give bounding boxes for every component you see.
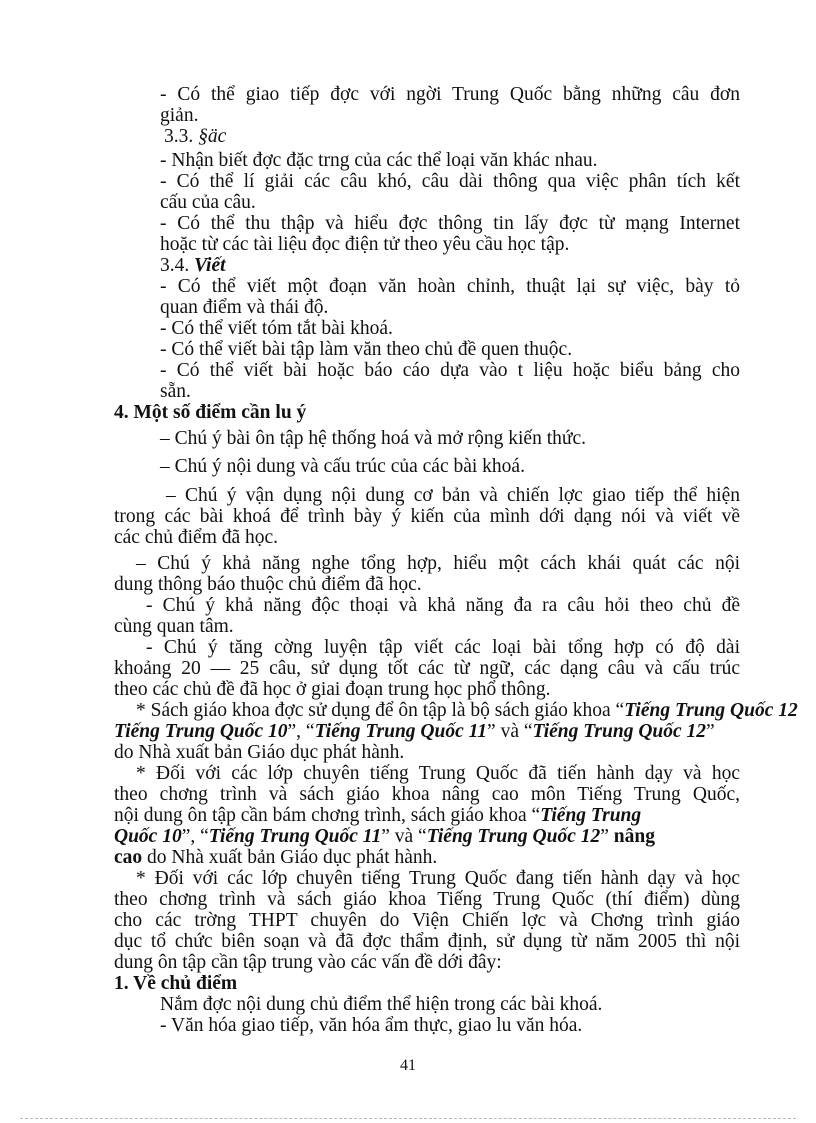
footer-divider [20, 1118, 796, 1119]
text-line: sẵn. [160, 381, 191, 402]
section-number: 3.4. [160, 255, 195, 276]
text-line: Tiếng Trung Quốc 10”, “Tiếng Trung Quốc 11” và “Tiếng Trung Quốc 12” [114, 721, 715, 742]
section-number: 3.3. [164, 126, 199, 147]
text-line: quan điểm và thái độ. [160, 297, 329, 318]
text-line: - Có thể viết một đoạn văn hoàn chỉnh, thuật lại sự việc, bày tỏ [160, 276, 740, 297]
text-line: - Văn hóa giao tiếp, văn hóa ẩm thực, giao lu văn hóa. [160, 1015, 583, 1036]
text-line: Nắm đợc nội dung chủ điểm thể hiện trong các bài khoá. [160, 994, 603, 1015]
text-line: theo các chủ đề đã học ở giai đoạn trung học phổ thông. [114, 679, 551, 700]
text-line: - Có thể viết bài tập làm văn theo chủ đề quen thuộc. [160, 339, 573, 360]
section-heading-3-4 [160, 255, 226, 276]
text-line: – Chú ý vận dụng nội dung cơ bản và chiến lợc giao tiếp thể hiện [166, 485, 740, 506]
text-line: - Có thể thu thập và hiểu đợc thông tin lấy đợc từ mạng Internet [160, 213, 740, 234]
page-number: 41 [400, 1057, 416, 1074]
text-line: - Nhận biết đợc đặc trng của các thể loại văn khác nhau. [160, 150, 598, 171]
section-heading-3-3 [164, 126, 226, 147]
section-title: §äc [198, 126, 227, 147]
text-line: giản. [160, 105, 199, 126]
text-line: – Chú ý bài ôn tập hệ thống hoá và mở rộng kiến thức. [160, 428, 586, 449]
text-line: - Có thể viết bài hoặc báo cáo dựa vào t liệu hoặc biểu bảng cho [160, 360, 740, 381]
book-title: Tiếng Trung Quốc 10 [114, 721, 288, 742]
text-line: trong các bài khoá để trình bày ý kiến của mình dới dạng nói và viết về [114, 506, 740, 527]
text-line: * Đối với các lớp chuyên tiếng Trung Quốc đã tiến hành dạy và học [136, 763, 740, 784]
section-heading-4: 4. Một số điểm cần lu ý [114, 402, 307, 423]
book-title: Tiếng Trung [540, 805, 642, 826]
text-line: theo chơng trình và sách giáo khoa Tiếng Trung Quốc (thí điểm) dùng [114, 889, 740, 910]
book-title: Tiếng Trung Quốc 11 [208, 826, 382, 847]
text-line: khoảng 20 — 25 câu, sử dụng tốt các từ ngữ, các dạng câu và cấu trúc [114, 658, 740, 679]
text-line: cho các trờng THPT chuyên do Viện Chiến lợc và Chơng trình giáo [114, 910, 740, 931]
text-line: theo chơng trình và sách giáo khoa nâng cao môn Tiếng Trung Quốc, [114, 784, 740, 805]
text-line: - Chú ý khả năng độc thoại và khả năng đa ra câu hỏi theo chủ đề [146, 595, 740, 616]
text-line: - Có thể giao tiếp đợc với ngời Trung Quốc bằng những câu đơn [160, 84, 740, 105]
text-line: – Chú ý nội dung và cấu trúc của các bài khoá. [160, 456, 525, 477]
text-line: Quốc 10”, “Tiếng Trung Quốc 11” và “Tiếng Trung Quốc 12” nâng [114, 826, 655, 847]
book-title: Tiếng Trung Quốc 12 [426, 826, 601, 847]
text-line: cùng quan tâm. [114, 616, 234, 637]
text-line: dung thông báo thuộc chủ điểm đã học. [114, 574, 422, 595]
book-title: Quốc 10 [114, 826, 182, 847]
text-line: – Chú ý khả năng nghe tổng hợp, hiểu một cách khái quát các nội [136, 553, 740, 574]
text-line: - Có thể viết tóm tắt bài khoá. [160, 318, 393, 339]
text-line: * Sách giáo khoa đợc sử dụng để ôn tập là bộ sách giáo khoa “Tiếng Trung Quốc 12 [136, 700, 798, 721]
text-line: do Nhà xuất bản Giáo dục phát hành. [114, 742, 405, 763]
text-line: cấu của câu. [160, 192, 256, 213]
text-line: * Đối với các lớp chuyên tiếng Trung Quốc đang tiến hành dạy và học [136, 868, 740, 889]
text-line: dục tổ chức biên soạn và đã đợc thẩm định, sử dụng từ năm 2005 thì nội [114, 931, 740, 952]
book-title: Tiếng Trung Quốc 11 [314, 721, 488, 742]
text-line: dung ôn tập cần tập trung vào các vấn đề dới đây: [114, 952, 502, 973]
text-line: hoặc từ các tài liệu đọc điện tử theo yêu cầu học tập. [160, 234, 570, 255]
section-heading-1: 1. Về chủ điểm [114, 973, 238, 994]
text-line: nội dung ôn tập cần bám chơng trình, sách giáo khoa “Tiếng Trung [114, 805, 642, 826]
text-line: các chủ điểm đã học. [114, 527, 279, 548]
book-title: Tiếng Trung Quốc 12 [532, 721, 707, 742]
text-line: cao do Nhà xuất bản Giáo dục phát hành. [114, 847, 438, 868]
book-title: Tiếng Trung Quốc 12 [624, 700, 798, 721]
section-title: Viết [194, 255, 226, 276]
text-line: - Chú ý tăng cờng luyện tập viết các loại bài tổng hợp có độ dài [146, 637, 740, 658]
text-line: - Có thể lí giải các câu khó, câu dài thông qua việc phân tích kết [160, 171, 740, 192]
